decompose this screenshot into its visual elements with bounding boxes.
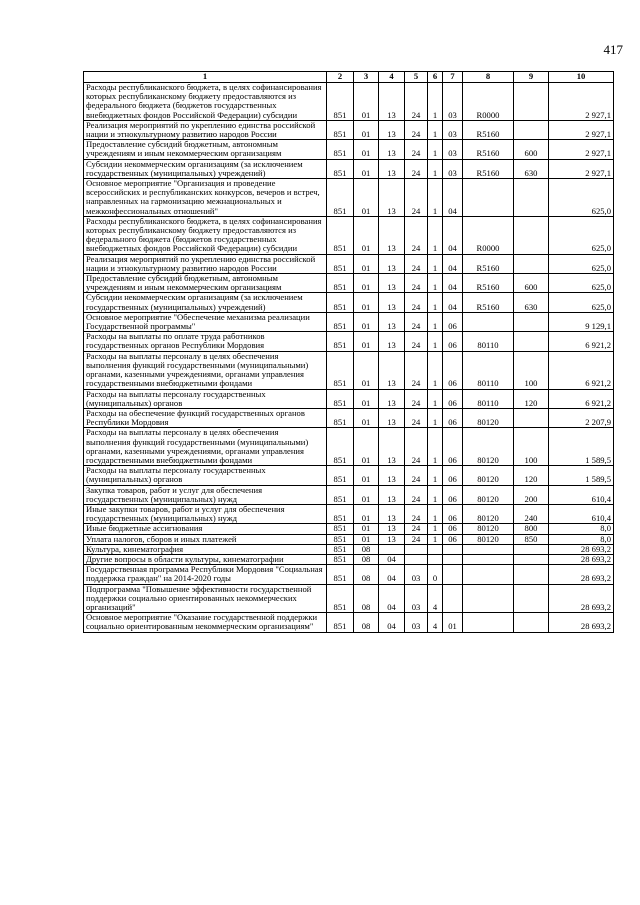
cell-program <box>405 544 428 554</box>
table-row <box>84 159 614 178</box>
cell-subprogram: 1 <box>428 389 443 408</box>
row-name: Расходы на выплаты по оплате труда работников государственных органов Республики Мордовия <box>84 332 327 351</box>
cell-amount: 610,4 <box>549 504 614 523</box>
cell-direction: 80120 <box>463 524 514 534</box>
cell-section: 08 <box>354 544 379 554</box>
cell-subsection: 13 <box>379 351 405 389</box>
cell-admin-code: 851 <box>327 504 354 523</box>
cell-amount: 6 921,2 <box>549 332 614 351</box>
cell-direction: R5160 <box>463 140 514 159</box>
cell-subsection: 13 <box>379 408 405 427</box>
row-name: Расходы на выплаты персоналу в целях обеспечения выполнения функций государственными (муниципальными) органами, казенными учреждениями, органами управления государственными внебюджетными фондами <box>84 351 327 389</box>
cell-amount: 2 927,1 <box>549 83 614 121</box>
cell-program: 24 <box>405 254 428 273</box>
row-name: Реализация мероприятий по укреплению единства российской нации и этнокультурному развитию народов России <box>84 254 327 273</box>
cell-subprogram: 1 <box>428 534 443 544</box>
column-header: 9 <box>514 72 549 83</box>
row-name: Основное мероприятие "Обеспечение механизма реализации Государственной программы" <box>84 312 327 331</box>
cell-amount: 9 129,1 <box>549 312 614 331</box>
cell-program: 24 <box>405 466 428 485</box>
table-row <box>84 120 614 139</box>
cell-direction <box>463 554 514 564</box>
cell-section: 01 <box>354 332 379 351</box>
cell-program: 24 <box>405 140 428 159</box>
cell-event: 01 <box>443 613 463 632</box>
cell-amount: 28 693,2 <box>549 554 614 564</box>
cell-program: 24 <box>405 389 428 408</box>
cell-admin-code: 851 <box>327 554 354 564</box>
cell-section: 01 <box>354 534 379 544</box>
cell-subsection: 13 <box>379 534 405 544</box>
table-row <box>84 351 614 389</box>
cell-event: 04 <box>443 254 463 273</box>
budget-table <box>83 71 614 633</box>
table-row <box>84 179 614 217</box>
cell-subprogram: 1 <box>428 293 443 312</box>
cell-section: 01 <box>354 351 379 389</box>
cell-direction <box>463 584 514 613</box>
row-name: Закупка товаров, работ и услуг для обеспечения государственных (муниципальных) нужд <box>84 485 327 504</box>
cell-direction: R5160 <box>463 254 514 273</box>
cell-expense-type <box>514 613 549 632</box>
cell-subprogram: 1 <box>428 351 443 389</box>
cell-direction: 80110 <box>463 389 514 408</box>
table-row <box>84 554 614 564</box>
table-row <box>84 254 614 273</box>
cell-event: 06 <box>443 524 463 534</box>
cell-subprogram <box>428 554 443 564</box>
cell-program: 24 <box>405 216 428 254</box>
cell-expense-type <box>514 120 549 139</box>
cell-event: 06 <box>443 332 463 351</box>
cell-amount: 2 207,9 <box>549 408 614 427</box>
cell-expense-type <box>514 554 549 564</box>
cell-section: 01 <box>354 504 379 523</box>
column-header: 7 <box>443 72 463 83</box>
column-header: 1 <box>84 72 327 83</box>
cell-direction: 80120 <box>463 504 514 523</box>
cell-expense-type <box>514 584 549 613</box>
cell-expense-type: 800 <box>514 524 549 534</box>
cell-expense-type: 120 <box>514 466 549 485</box>
cell-admin-code: 851 <box>327 565 354 584</box>
row-name: Расходы республиканского бюджета, в целях софинансирования которых республиканскому бюджету предоставляются из федерального бюджета (бюджетов государственных внебюджетных фондов Российской Федерации) субсидии <box>84 216 327 254</box>
cell-expense-type: 630 <box>514 159 549 178</box>
cell-section: 01 <box>354 312 379 331</box>
cell-section: 01 <box>354 179 379 217</box>
row-name: Предоставление субсидий бюджетным, автономным учреждениям и иным некоммерческим организациям <box>84 274 327 293</box>
row-name: Государственная программа Республики Мордовия "Социальная поддержка граждан" на 2014-2020 годы <box>84 565 327 584</box>
cell-section: 01 <box>354 216 379 254</box>
cell-direction <box>463 565 514 584</box>
cell-amount: 6 921,2 <box>549 351 614 389</box>
cell-admin-code: 851 <box>327 332 354 351</box>
cell-direction: R5160 <box>463 159 514 178</box>
cell-subprogram: 1 <box>428 140 443 159</box>
table-body <box>84 83 614 633</box>
cell-expense-type: 100 <box>514 428 549 466</box>
column-header: 3 <box>354 72 379 83</box>
cell-program: 24 <box>405 179 428 217</box>
cell-amount: 610,4 <box>549 485 614 504</box>
cell-admin-code: 851 <box>327 140 354 159</box>
table-row <box>84 466 614 485</box>
cell-section: 01 <box>354 485 379 504</box>
cell-expense-type: 850 <box>514 534 549 544</box>
cell-event: 06 <box>443 408 463 427</box>
row-name: Предоставление субсидий бюджетным, автономным учреждениям и иным некоммерческим организациям <box>84 140 327 159</box>
cell-event <box>443 565 463 584</box>
cell-subsection: 04 <box>379 554 405 564</box>
cell-direction <box>463 544 514 554</box>
cell-admin-code: 851 <box>327 83 354 121</box>
cell-admin-code: 851 <box>327 408 354 427</box>
cell-subsection: 13 <box>379 332 405 351</box>
cell-event: 04 <box>443 216 463 254</box>
cell-event: 03 <box>443 159 463 178</box>
cell-program: 24 <box>405 312 428 331</box>
cell-direction <box>463 613 514 632</box>
cell-program: 24 <box>405 534 428 544</box>
cell-subprogram: 1 <box>428 408 443 427</box>
cell-subprogram: 4 <box>428 584 443 613</box>
cell-amount: 2 927,1 <box>549 159 614 178</box>
table-row <box>84 216 614 254</box>
cell-amount: 28 693,2 <box>549 613 614 632</box>
cell-program: 03 <box>405 584 428 613</box>
cell-expense-type: 630 <box>514 293 549 312</box>
cell-expense-type <box>514 312 549 331</box>
cell-section: 01 <box>354 293 379 312</box>
cell-program: 24 <box>405 428 428 466</box>
cell-expense-type <box>514 254 549 273</box>
cell-expense-type <box>514 408 549 427</box>
table-row <box>84 83 614 121</box>
cell-admin-code: 851 <box>327 254 354 273</box>
cell-admin-code: 851 <box>327 534 354 544</box>
table-row <box>84 293 614 312</box>
cell-admin-code: 851 <box>327 389 354 408</box>
cell-admin-code: 851 <box>327 485 354 504</box>
cell-event <box>443 544 463 554</box>
cell-program: 03 <box>405 613 428 632</box>
cell-event: 06 <box>443 428 463 466</box>
cell-amount: 625,0 <box>549 254 614 273</box>
cell-subsection: 13 <box>379 254 405 273</box>
cell-amount: 1 589,5 <box>549 428 614 466</box>
cell-subsection: 13 <box>379 293 405 312</box>
cell-expense-type <box>514 179 549 217</box>
cell-direction: R5160 <box>463 274 514 293</box>
cell-subsection: 13 <box>379 216 405 254</box>
cell-admin-code: 851 <box>327 274 354 293</box>
cell-amount: 625,0 <box>549 216 614 254</box>
cell-event: 03 <box>443 83 463 121</box>
cell-program: 24 <box>405 159 428 178</box>
cell-program: 24 <box>405 293 428 312</box>
cell-subsection: 13 <box>379 428 405 466</box>
cell-admin-code: 851 <box>327 613 354 632</box>
cell-admin-code: 851 <box>327 179 354 217</box>
cell-direction: R0000 <box>463 83 514 121</box>
cell-section: 01 <box>354 274 379 293</box>
cell-subprogram: 1 <box>428 332 443 351</box>
cell-subprogram: 1 <box>428 466 443 485</box>
table-row <box>84 534 614 544</box>
cell-admin-code: 851 <box>327 216 354 254</box>
table-row <box>84 312 614 331</box>
cell-amount: 625,0 <box>549 274 614 293</box>
cell-event: 06 <box>443 312 463 331</box>
cell-subsection <box>379 544 405 554</box>
cell-subprogram: 1 <box>428 254 443 273</box>
column-header: 10 <box>549 72 614 83</box>
cell-subsection: 13 <box>379 504 405 523</box>
cell-amount: 625,0 <box>549 293 614 312</box>
cell-expense-type: 600 <box>514 274 549 293</box>
table-row <box>84 524 614 534</box>
cell-event: 03 <box>443 120 463 139</box>
cell-direction: R5160 <box>463 120 514 139</box>
table-row <box>84 485 614 504</box>
cell-subprogram <box>428 544 443 554</box>
cell-expense-type <box>514 565 549 584</box>
column-header: 8 <box>463 72 514 83</box>
cell-event: 06 <box>443 466 463 485</box>
cell-direction: 80120 <box>463 408 514 427</box>
cell-subsection: 13 <box>379 485 405 504</box>
cell-subprogram: 1 <box>428 274 443 293</box>
cell-subsection: 13 <box>379 83 405 121</box>
cell-direction: 80120 <box>463 466 514 485</box>
cell-direction: 80120 <box>463 428 514 466</box>
cell-amount: 28 693,2 <box>549 544 614 554</box>
cell-section: 08 <box>354 584 379 613</box>
cell-subprogram: 1 <box>428 120 443 139</box>
cell-section: 08 <box>354 613 379 632</box>
table-header <box>84 72 614 83</box>
cell-event: 03 <box>443 140 463 159</box>
cell-expense-type <box>514 332 549 351</box>
cell-program <box>405 554 428 564</box>
cell-expense-type: 120 <box>514 389 549 408</box>
cell-subsection: 13 <box>379 159 405 178</box>
cell-admin-code: 851 <box>327 293 354 312</box>
cell-subprogram: 1 <box>428 504 443 523</box>
cell-amount: 28 693,2 <box>549 584 614 613</box>
row-name: Реализация мероприятий по укреплению единства российской нации и этнокультурному развитию народов России <box>84 120 327 139</box>
cell-section: 01 <box>354 159 379 178</box>
cell-direction: 80120 <box>463 485 514 504</box>
cell-section: 01 <box>354 254 379 273</box>
cell-direction: 80110 <box>463 332 514 351</box>
cell-section: 08 <box>354 554 379 564</box>
cell-subprogram: 0 <box>428 565 443 584</box>
cell-subsection: 13 <box>379 389 405 408</box>
cell-expense-type: 600 <box>514 140 549 159</box>
cell-section: 01 <box>354 408 379 427</box>
cell-admin-code: 851 <box>327 312 354 331</box>
cell-subsection: 13 <box>379 466 405 485</box>
cell-amount: 8,0 <box>549 524 614 534</box>
table-row <box>84 274 614 293</box>
cell-admin-code: 851 <box>327 120 354 139</box>
row-name: Подпрограмма "Повышение эффективности государственной поддержки социально ориентированных некоммерческих организаций" <box>84 584 327 613</box>
row-name: Расходы на обеспечение функций государственных органов Республики Мордовия <box>84 408 327 427</box>
cell-direction: R5160 <box>463 293 514 312</box>
cell-event: 06 <box>443 351 463 389</box>
cell-expense-type <box>514 83 549 121</box>
cell-admin-code: 851 <box>327 428 354 466</box>
table-row <box>84 584 614 613</box>
cell-admin-code: 851 <box>327 584 354 613</box>
cell-amount: 1 589,5 <box>549 466 614 485</box>
row-name: Иные закупки товаров, работ и услуг для обеспечения государственных (муниципальных) нужд <box>84 504 327 523</box>
cell-subsection: 04 <box>379 584 405 613</box>
cell-amount: 28 693,2 <box>549 565 614 584</box>
row-name: Расходы на выплаты персоналу государственных (муниципальных) органов <box>84 389 327 408</box>
cell-event <box>443 554 463 564</box>
cell-section: 01 <box>354 466 379 485</box>
cell-expense-type: 240 <box>514 504 549 523</box>
cell-admin-code: 851 <box>327 159 354 178</box>
cell-expense-type <box>514 544 549 554</box>
cell-amount: 625,0 <box>549 179 614 217</box>
cell-program: 24 <box>405 274 428 293</box>
table-row <box>84 613 614 632</box>
cell-subsection: 13 <box>379 120 405 139</box>
cell-amount: 6 921,2 <box>549 389 614 408</box>
cell-event: 06 <box>443 389 463 408</box>
row-name: Расходы на выплаты персоналу государственных (муниципальных) органов <box>84 466 327 485</box>
cell-admin-code: 851 <box>327 466 354 485</box>
cell-program: 03 <box>405 565 428 584</box>
cell-subsection: 13 <box>379 140 405 159</box>
column-header: 5 <box>405 72 428 83</box>
cell-section: 08 <box>354 565 379 584</box>
cell-program: 24 <box>405 332 428 351</box>
cell-program: 24 <box>405 351 428 389</box>
column-header: 2 <box>327 72 354 83</box>
cell-subsection: 13 <box>379 274 405 293</box>
cell-expense-type: 200 <box>514 485 549 504</box>
cell-subprogram: 1 <box>428 485 443 504</box>
cell-subprogram: 4 <box>428 613 443 632</box>
header-row <box>84 72 614 83</box>
cell-program: 24 <box>405 408 428 427</box>
cell-amount: 2 927,1 <box>549 140 614 159</box>
cell-subprogram: 1 <box>428 83 443 121</box>
row-name: Основное мероприятие "Организация и проведение всероссийских и республиканских конкурсов, вечеров и встреч, направленных на гармонизацию межнациональных и межконфессиональных отношений" <box>84 179 327 217</box>
cell-event: 06 <box>443 485 463 504</box>
column-header: 4 <box>379 72 405 83</box>
table-row <box>84 565 614 584</box>
cell-section: 01 <box>354 83 379 121</box>
cell-amount: 2 927,1 <box>549 120 614 139</box>
cell-subsection: 13 <box>379 312 405 331</box>
cell-amount: 8,0 <box>549 534 614 544</box>
cell-event: 04 <box>443 293 463 312</box>
row-name: Основное мероприятие "Оказание государственной поддержки социально ориентированным некоммерческим организациям" <box>84 613 327 632</box>
cell-event: 04 <box>443 274 463 293</box>
cell-subsection: 04 <box>379 613 405 632</box>
cell-admin-code: 851 <box>327 524 354 534</box>
cell-subprogram: 1 <box>428 428 443 466</box>
row-name: Расходы республиканского бюджета, в целях софинансирования которых республиканскому бюджету предоставляются из федерального бюджета (бюджетов государственных внебюджетных фондов Российской Федерации) субсидии <box>84 83 327 121</box>
table-row <box>84 389 614 408</box>
cell-event: 06 <box>443 504 463 523</box>
table-row <box>84 332 614 351</box>
cell-event <box>443 584 463 613</box>
cell-section: 01 <box>354 120 379 139</box>
cell-subprogram: 1 <box>428 312 443 331</box>
cell-program: 24 <box>405 524 428 534</box>
cell-direction <box>463 179 514 217</box>
row-name: Другие вопросы в области культуры, кинематографии <box>84 554 327 564</box>
cell-section: 01 <box>354 428 379 466</box>
cell-section: 01 <box>354 389 379 408</box>
cell-section: 01 <box>354 140 379 159</box>
cell-direction <box>463 312 514 331</box>
cell-expense-type: 100 <box>514 351 549 389</box>
table-row <box>84 504 614 523</box>
cell-subprogram: 1 <box>428 179 443 217</box>
cell-direction: 80110 <box>463 351 514 389</box>
cell-program: 24 <box>405 83 428 121</box>
row-name: Субсидии некоммерческим организациям (за исключением государственных (муниципальных) учреждений) <box>84 293 327 312</box>
cell-event: 06 <box>443 534 463 544</box>
table-row <box>84 408 614 427</box>
cell-direction: R0000 <box>463 216 514 254</box>
cell-subsection: 13 <box>379 524 405 534</box>
cell-subsection: 13 <box>379 179 405 217</box>
cell-program: 24 <box>405 485 428 504</box>
page-number: 417 <box>603 42 623 57</box>
cell-event: 04 <box>443 179 463 217</box>
row-name: Расходы на выплаты персоналу в целях обеспечения выполнения функций государственными (муниципальными) органами, казенными учреждениями, органами управления государственными внебюджетными фондами <box>84 428 327 466</box>
cell-subprogram: 1 <box>428 524 443 534</box>
cell-program: 24 <box>405 120 428 139</box>
table-row <box>84 140 614 159</box>
row-name: Субсидии некоммерческим организациям (за исключением государственных (муниципальных) учреждений) <box>84 159 327 178</box>
cell-program: 24 <box>405 504 428 523</box>
cell-expense-type <box>514 216 549 254</box>
cell-direction: 80120 <box>463 534 514 544</box>
row-name: Культура, кинематография <box>84 544 327 554</box>
cell-subprogram: 1 <box>428 159 443 178</box>
row-name: Уплата налогов, сборов и иных платежей <box>84 534 327 544</box>
table-row <box>84 428 614 466</box>
column-header: 6 <box>428 72 443 83</box>
cell-admin-code: 851 <box>327 544 354 554</box>
table-row <box>84 544 614 554</box>
row-name: Иные бюджетные ассигнования <box>84 524 327 534</box>
cell-admin-code: 851 <box>327 351 354 389</box>
cell-subprogram: 1 <box>428 216 443 254</box>
cell-section: 01 <box>354 524 379 534</box>
cell-subsection: 04 <box>379 565 405 584</box>
